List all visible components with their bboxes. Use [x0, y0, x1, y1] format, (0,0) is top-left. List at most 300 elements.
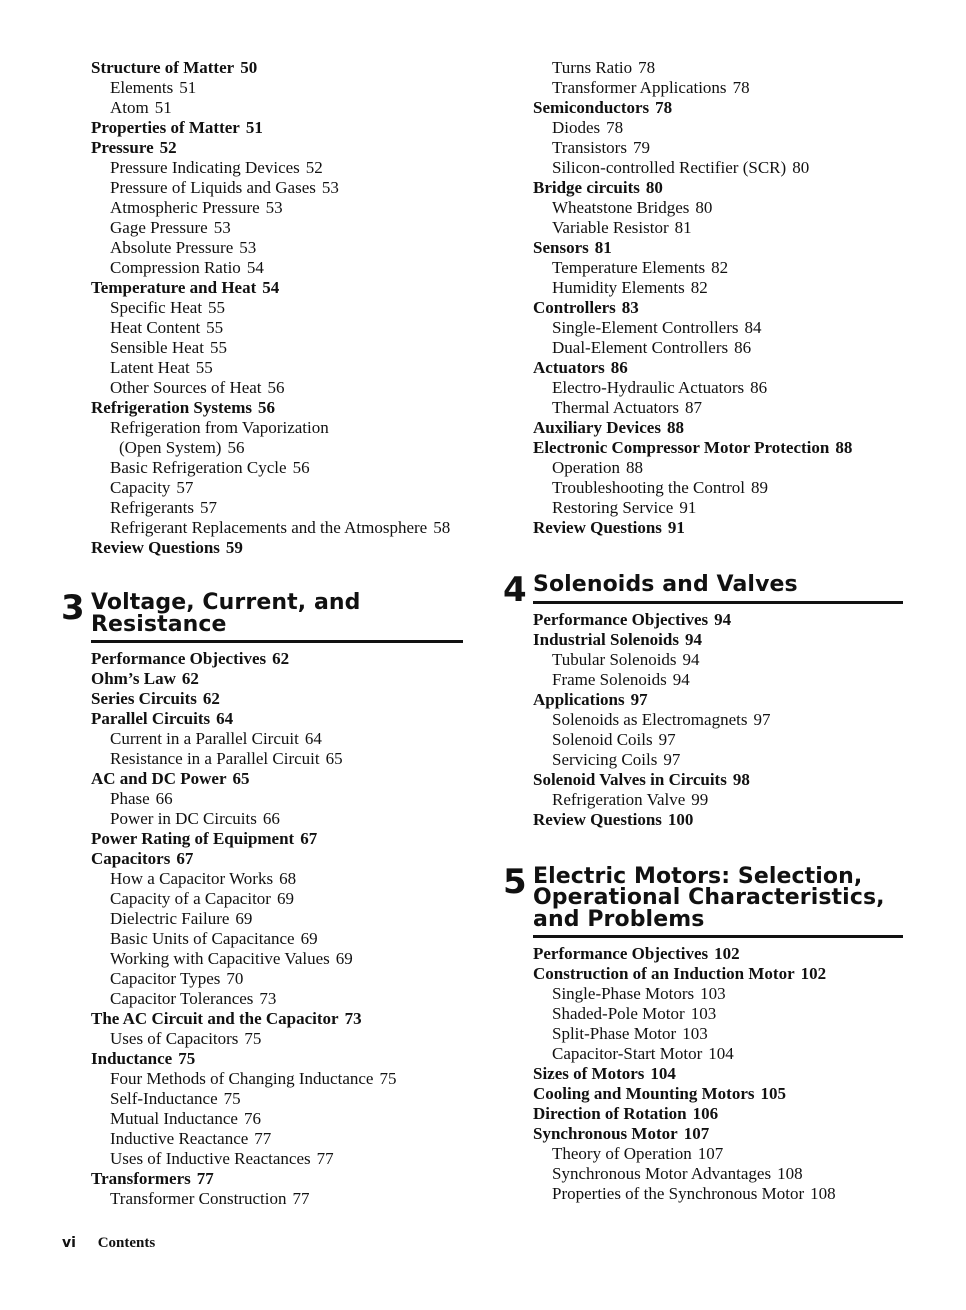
toc-entry-main[interactable]: [533, 438, 903, 458]
entry-page-number: 65: [325, 749, 343, 768]
entry-page-number: 94: [684, 629, 702, 649]
entry-page-number: 107: [697, 1144, 724, 1163]
entry-title: Applications: [533, 689, 625, 709]
entry-page-number: 107: [683, 1124, 710, 1143]
entry-title: Power in DC Circuits: [110, 809, 257, 828]
toc-entry-main[interactable]: [533, 630, 903, 650]
toc-entry-main[interactable]: [91, 398, 471, 418]
entry-title: Electronic Compressor Motor Protection: [533, 438, 830, 457]
toc-entry-sub[interactable]: [91, 989, 471, 1009]
toc-entry-main[interactable]: [91, 278, 471, 298]
entry-page-number: 84: [744, 318, 762, 337]
toc-entry-sub[interactable]: [533, 1024, 903, 1044]
toc-entry-main[interactable]: [91, 849, 471, 869]
toc-entry-sub[interactable]: [91, 1109, 471, 1129]
toc-entry-sub[interactable]: [533, 498, 903, 518]
entry-page-number: 86: [734, 338, 752, 357]
entry-title: Industrial Solenoids: [533, 629, 679, 649]
entry-page-number: 56: [258, 398, 275, 417]
toc-entry-main[interactable]: [533, 964, 903, 984]
entry-title: Refrigerants: [110, 498, 195, 517]
entry-page-number: 82: [690, 278, 708, 297]
entry-page-number: 80: [695, 198, 713, 217]
toc-entry-sub[interactable]: [533, 650, 903, 670]
entry-page-number: 55: [208, 298, 226, 317]
entry-page-number: 99: [691, 789, 709, 809]
entry-title: Single-Phase Motors: [552, 984, 695, 1003]
entry-title: Pressure: [91, 138, 154, 157]
entry-title: Capacitor-Start Motor: [552, 1044, 703, 1063]
entry-page-number: 83: [621, 298, 639, 317]
entry-page-number: 102: [714, 944, 740, 963]
entry-title: Variable Resistor: [552, 218, 669, 237]
entry-title: Ohm’s Law: [91, 669, 176, 688]
toc-entry-sub[interactable]: [533, 750, 903, 770]
entry-title: The AC Circuit and the Capacitor: [91, 1009, 339, 1028]
entry-page-number: 87: [685, 398, 702, 417]
entry-page-number: 67: [300, 829, 318, 848]
toc-entry-sub[interactable]: [533, 318, 903, 338]
toc-entry-sub[interactable]: [533, 1144, 903, 1164]
page-footer: [62, 1233, 155, 1253]
entry-title: Restoring Service: [552, 498, 674, 517]
chapter-title-line: Resistance: [91, 611, 227, 637]
toc-entry-main[interactable]: [533, 944, 903, 964]
entry-page-number: 79: [632, 138, 650, 157]
toc-entry-sub[interactable]: [533, 158, 903, 178]
toc-entry-sub[interactable]: [91, 969, 471, 989]
toc-entry-sub[interactable]: [533, 458, 903, 478]
entry-title: Other Sources of Heat: [110, 378, 262, 397]
entry-page-number: 88: [625, 458, 643, 477]
entry-title: Capacitor Tolerances: [110, 989, 254, 1008]
entry-title: Uses of Capacitors: [110, 1029, 239, 1048]
entry-title: Latent Heat: [110, 358, 190, 377]
entry-page-number: 78: [655, 98, 673, 117]
entry-page-number: 103: [690, 1004, 717, 1023]
entry-title: Absolute Pressure: [110, 238, 234, 257]
entry-page-number: 75: [244, 1029, 262, 1048]
toc-entry-list: [91, 649, 471, 1209]
toc-entry-sub[interactable]: [91, 358, 471, 378]
toc-entry-main[interactable]: [533, 610, 903, 630]
toc-entry-sub[interactable]: [91, 869, 471, 889]
chapter-number: 3: [61, 588, 85, 628]
toc-entry-sub[interactable]: [533, 1184, 903, 1204]
entry-page-number: 66: [262, 809, 280, 828]
entry-title: Single-Element Controllers: [552, 318, 739, 337]
entry-title: Transformer Applications: [552, 78, 727, 97]
toc-entry-sub[interactable]: [533, 78, 903, 98]
toc-entry-main[interactable]: [533, 1124, 903, 1144]
entry-page-number: 88: [666, 418, 684, 437]
toc-entry-sub[interactable]: [91, 1149, 471, 1169]
entry-title: Specific Heat: [110, 298, 203, 317]
entry-page-number: 108: [777, 1164, 803, 1183]
toc-entry-sub[interactable]: [91, 78, 471, 98]
entry-title: Performance Objectives: [533, 944, 709, 963]
entry-title: Electro-Hydraulic Actuators: [552, 378, 745, 397]
entry-title: Capacity of a Capacitor: [110, 889, 271, 908]
entry-title: Silicon-controlled Rectifier (SCR): [552, 158, 787, 177]
entry-title: Transistors: [552, 138, 627, 157]
entry-title: Pressure of Liquids and Gases: [110, 178, 316, 197]
toc-entry-sub[interactable]: [533, 58, 903, 78]
entry-page-number: 55: [195, 358, 213, 377]
entry-page-number: 88: [835, 438, 853, 457]
entry-title: Construction of an Induction Motor: [533, 964, 795, 983]
toc-entry-sub[interactable]: [91, 458, 471, 478]
chapter-heading-5: [503, 861, 903, 939]
toc-entry-sub[interactable]: [91, 1069, 471, 1089]
entry-page-number: 102: [800, 964, 827, 983]
entry-title: Transformers: [91, 1169, 191, 1188]
toc-entry-sub[interactable]: [533, 218, 903, 238]
toc-entry-sub[interactable]: [91, 809, 471, 829]
toc-entry-sub[interactable]: [91, 1129, 471, 1149]
toc-entry-main[interactable]: [533, 770, 903, 790]
entry-page-number: 64: [216, 709, 234, 728]
entry-page-number: 52: [159, 138, 177, 157]
toc-entry-main[interactable]: [91, 709, 471, 729]
entry-page-number: 91: [667, 518, 685, 537]
page-number: vi: [62, 1235, 76, 1251]
entry-page-number: 69: [235, 909, 253, 928]
toc-entry-sub[interactable]: [533, 710, 903, 730]
entry-title: Solenoids as Electromagnets: [552, 709, 748, 729]
toc-entry-sub[interactable]: [91, 478, 471, 498]
chapter-title-line: Electric Motors: Selection,: [533, 863, 863, 889]
entry-page-number: 97: [753, 709, 771, 729]
entry-title: Basic Refrigeration Cycle: [110, 458, 287, 477]
toc-entry-sub[interactable]: [533, 790, 903, 810]
entry-page-number: 97: [658, 729, 676, 749]
entry-title: Temperature and Heat: [91, 278, 257, 297]
entry-title: Atmospheric Pressure: [110, 198, 260, 217]
entry-page-number: 64: [304, 729, 322, 748]
toc-entry-sub[interactable]: [91, 338, 471, 358]
entry-page-number: 80: [645, 178, 663, 197]
toc-entry-sub[interactable]: [91, 889, 471, 909]
chapter-number: 5: [503, 861, 527, 902]
entry-title: Review Questions: [533, 809, 662, 829]
entry-page-number: 78: [606, 118, 624, 137]
entry-page-number: 57: [176, 478, 194, 497]
entry-page-number: 67: [176, 849, 194, 868]
toc-entry-sub[interactable]: [91, 929, 471, 949]
entry-page-number: 81: [674, 218, 692, 237]
entry-title: Dielectric Failure: [110, 909, 230, 928]
entry-title: Current in a Parallel Circuit: [110, 729, 299, 748]
entry-title: Atom: [110, 98, 149, 117]
toc-entry-sub[interactable]: [533, 984, 903, 1004]
toc-entry-sub[interactable]: [91, 98, 471, 118]
toc-entry-sub[interactable]: [533, 478, 903, 498]
entry-page-number: 69: [335, 949, 353, 968]
entry-page-number: 68: [279, 869, 297, 888]
toc-entry-sub[interactable]: [533, 258, 903, 278]
toc-entry-main[interactable]: [91, 58, 471, 78]
toc-entry-sub[interactable]: [533, 378, 903, 398]
entry-title: (Open System): [119, 438, 222, 457]
toc-entry-sub[interactable]: [91, 949, 471, 969]
toc-entry-sub[interactable]: [91, 729, 471, 749]
entry-title: Tubular Solenoids: [552, 649, 677, 669]
entry-title: Split-Phase Motor: [552, 1024, 677, 1043]
entry-title: Troubleshooting the Control: [552, 478, 745, 497]
entry-page-number: 97: [630, 689, 648, 709]
entry-page-number: 75: [178, 1049, 196, 1068]
chapter-number: 4: [503, 570, 527, 610]
toc-entry-main[interactable]: [91, 118, 471, 138]
entry-page-number: 105: [760, 1084, 786, 1103]
entry-title: Structure of Matter: [91, 58, 235, 77]
entry-page-number: 62: [202, 689, 220, 708]
chapter-title-line: Voltage, Current, and: [91, 590, 361, 615]
entry-title: Phase: [110, 789, 150, 808]
toc-entry-sub[interactable]: [91, 1089, 471, 1109]
entry-page-number: 98: [732, 769, 750, 789]
entry-title: Properties of the Synchronous Motor: [552, 1184, 805, 1203]
chapter-title: [533, 570, 903, 604]
toc-entry-sub[interactable]: [533, 1164, 903, 1184]
entry-page-number: 73: [259, 989, 277, 1008]
entry-title: Gage Pressure: [110, 218, 208, 237]
toc-entry-sub[interactable]: [91, 298, 471, 318]
entry-page-number: 76: [243, 1109, 261, 1128]
entry-page-number: 75: [379, 1069, 397, 1088]
toc-entry-sub[interactable]: [91, 178, 471, 198]
entry-title: Refrigerant Replacements and the Atmosphere: [110, 518, 428, 537]
toc-entry-sub[interactable]: [533, 670, 903, 690]
toc-entry-main[interactable]: [91, 649, 471, 669]
entry-page-number: 57: [200, 498, 218, 517]
toc-entry-main[interactable]: [533, 1084, 903, 1104]
entry-title: Pressure Indicating Devices: [110, 158, 300, 177]
toc-entry-main[interactable]: [533, 690, 903, 710]
entry-page-number: 75: [223, 1089, 241, 1108]
toc-entry-list: [533, 610, 903, 830]
toc-entry-sub[interactable]: [533, 278, 903, 298]
entry-title: Self-Inductance: [110, 1089, 218, 1108]
entry-title: Sensors: [533, 238, 589, 257]
toc-entry-sub[interactable]: [91, 418, 471, 438]
entry-page-number: 55: [206, 318, 224, 337]
entry-title: Servicing Coils: [552, 749, 658, 769]
toc-entry-sub[interactable]: [91, 238, 471, 258]
entry-page-number: 56: [267, 378, 285, 397]
toc-entry-main[interactable]: [91, 829, 471, 849]
entry-page-number: 65: [232, 769, 250, 788]
entry-page-number: 94: [672, 669, 690, 689]
entry-title: Working with Capacitive Values: [110, 949, 330, 968]
entry-title: Properties of Matter: [91, 118, 240, 137]
toc-entry-main[interactable]: [533, 98, 903, 118]
entry-title: Solenoid Valves in Circuits: [533, 769, 727, 789]
toc-entry-sub[interactable]: [91, 1189, 471, 1209]
entry-page-number: 73: [344, 1009, 362, 1028]
toc-entry-sub[interactable]: [91, 198, 471, 218]
toc-entry-sub[interactable]: [91, 258, 471, 278]
entry-page-number: 103: [700, 984, 726, 1003]
entry-page-number: 53: [213, 218, 231, 237]
entry-page-number: 51: [154, 98, 172, 117]
entry-page-number: 66: [155, 789, 173, 808]
entry-title: Refrigeration Systems: [91, 398, 252, 417]
toc-entry-main[interactable]: [533, 1104, 903, 1124]
toc-entry-main[interactable]: [91, 1009, 471, 1029]
entry-page-number: 70: [226, 969, 244, 988]
toc-entry-sub[interactable]: [91, 1029, 471, 1049]
toc-entry-main[interactable]: [91, 1049, 471, 1069]
entry-title: Frame Solenoids: [552, 669, 667, 689]
entry-title: Series Circuits: [91, 689, 197, 708]
entry-title: Heat Content: [110, 318, 201, 337]
entry-title: Controllers: [533, 298, 616, 317]
toc-entry-sub[interactable]: [91, 518, 471, 538]
toc-entry-sub[interactable]: [533, 138, 903, 158]
toc-entry-sub[interactable]: [533, 398, 903, 418]
entry-page-number: 97: [663, 749, 681, 769]
entry-title: Direction of Rotation: [533, 1104, 687, 1123]
entry-title: Inductance: [91, 1049, 173, 1068]
entry-title: Parallel Circuits: [91, 709, 211, 728]
entry-page-number: 51: [179, 78, 197, 97]
entry-page-number: 69: [300, 929, 318, 948]
entry-title: Four Methods of Changing Inductance: [110, 1069, 374, 1088]
entry-page-number: 94: [682, 649, 700, 669]
entry-page-number: 78: [732, 78, 750, 97]
entry-title: Sensible Heat: [110, 338, 204, 357]
chapter-title: [91, 588, 463, 643]
toc-entry-sub[interactable]: [533, 730, 903, 750]
toc-entry-main[interactable]: [533, 238, 903, 258]
entry-title: AC and DC Power: [91, 769, 227, 788]
toc-entry-sub[interactable]: [91, 158, 471, 178]
toc-entry-sub[interactable]: [533, 338, 903, 358]
toc-entry-main[interactable]: [91, 769, 471, 789]
entry-page-number: 81: [594, 238, 612, 257]
chapter-title-line: Operational Characteristics,: [533, 885, 885, 910]
chapter-title-line: and Problems: [533, 906, 705, 932]
entry-title: Humidity Elements: [552, 278, 685, 297]
footer-label: Contents: [97, 1235, 156, 1251]
toc-entry-sub[interactable]: [91, 438, 471, 458]
entry-title: Basic Units of Capacitance: [110, 929, 295, 948]
entry-title: Review Questions: [91, 538, 220, 557]
entry-page-number: 82: [711, 258, 729, 277]
toc-entry-sub[interactable]: [91, 498, 471, 518]
toc-entry-list: [91, 58, 471, 558]
entry-page-number: 54: [262, 278, 280, 297]
entry-page-number: 106: [692, 1104, 719, 1123]
toc-entry-main[interactable]: [533, 518, 903, 538]
entry-title: Wheatstone Bridges: [552, 198, 690, 217]
entry-title: Sizes of Motors: [533, 1064, 645, 1083]
entry-page-number: 89: [751, 478, 768, 497]
entry-title: Compression Ratio: [110, 258, 241, 277]
toc-entry-sub[interactable]: [91, 318, 471, 338]
toc-entry-sub[interactable]: [533, 198, 903, 218]
toc-entry-main[interactable]: [91, 138, 471, 158]
entry-title: Theory of Operation: [552, 1144, 692, 1163]
entry-title: Capacity: [110, 478, 171, 497]
entry-title: Elements: [110, 78, 174, 97]
entry-page-number: 69: [276, 889, 294, 908]
entry-page-number: 58: [433, 518, 451, 537]
entry-page-number: 56: [227, 438, 245, 457]
toc-entry-sub[interactable]: [533, 118, 903, 138]
entry-title: Performance Objectives: [533, 609, 709, 629]
toc-entry-sub[interactable]: [91, 909, 471, 929]
entry-page-number: 77: [196, 1169, 214, 1188]
toc-entry-sub[interactable]: [91, 378, 471, 398]
toc-entry-main[interactable]: [533, 418, 903, 438]
toc-entry-main[interactable]: [91, 538, 471, 558]
entry-page-number: 53: [239, 238, 257, 257]
entry-page-number: 59: [225, 538, 243, 557]
toc-entry-sub[interactable]: [91, 218, 471, 238]
entry-title: Review Questions: [533, 518, 662, 537]
entry-page-number: 103: [682, 1024, 708, 1043]
entry-title: Inductive Reactance: [110, 1129, 249, 1148]
toc-entry-main[interactable]: [533, 810, 903, 830]
entry-title: Refrigeration from Vaporization: [110, 418, 329, 437]
toc-entry-main[interactable]: [533, 358, 903, 378]
toc-entry-main[interactable]: [533, 298, 903, 318]
entry-page-number: 86: [750, 378, 768, 397]
toc-entry-main[interactable]: [533, 1064, 903, 1084]
toc-entry-sub[interactable]: [533, 1044, 903, 1064]
entry-page-number: 50: [240, 58, 258, 77]
entry-page-number: 86: [610, 358, 628, 377]
toc-entry-list: [533, 58, 903, 538]
entry-page-number: 77: [292, 1189, 310, 1208]
entry-page-number: 104: [650, 1064, 676, 1083]
toc-entry-main[interactable]: [533, 178, 903, 198]
entry-page-number: 91: [679, 498, 697, 517]
entry-title: Bridge circuits: [533, 178, 640, 197]
entry-title: Capacitor Types: [110, 969, 221, 988]
entry-title: Power Rating of Equipment: [91, 829, 295, 848]
toc-entry-sub[interactable]: [91, 789, 471, 809]
toc-entry-sub[interactable]: [533, 1004, 903, 1024]
toc-left-column: [61, 58, 471, 1209]
entry-title: Temperature Elements: [552, 258, 706, 277]
entry-title: Thermal Actuators: [552, 398, 679, 417]
entry-page-number: 52: [305, 158, 323, 177]
entry-page-number: 62: [272, 649, 290, 668]
entry-title: Capacitors: [91, 849, 171, 868]
entry-title: Synchronous Motor Advantages: [552, 1164, 772, 1183]
toc-entry-main[interactable]: [91, 669, 471, 689]
entry-title: Performance Objectives: [91, 649, 267, 668]
entry-page-number: 53: [265, 198, 283, 217]
entry-page-number: 77: [254, 1129, 272, 1148]
entry-title: Dual-Element Controllers: [552, 338, 729, 357]
entry-page-number: 62: [181, 669, 199, 688]
toc-entry-sub[interactable]: [91, 749, 471, 769]
toc-entry-main[interactable]: [91, 1169, 471, 1189]
entry-page-number: 100: [667, 809, 694, 829]
entry-title: Operation: [552, 458, 620, 477]
toc-entry-main[interactable]: [91, 689, 471, 709]
chapter-heading-3: [61, 588, 471, 643]
entry-page-number: 56: [292, 458, 310, 477]
toc-right-column: [503, 58, 903, 1204]
entry-title: Transformer Construction: [110, 1189, 287, 1208]
entry-title: Cooling and Mounting Motors: [533, 1084, 755, 1103]
